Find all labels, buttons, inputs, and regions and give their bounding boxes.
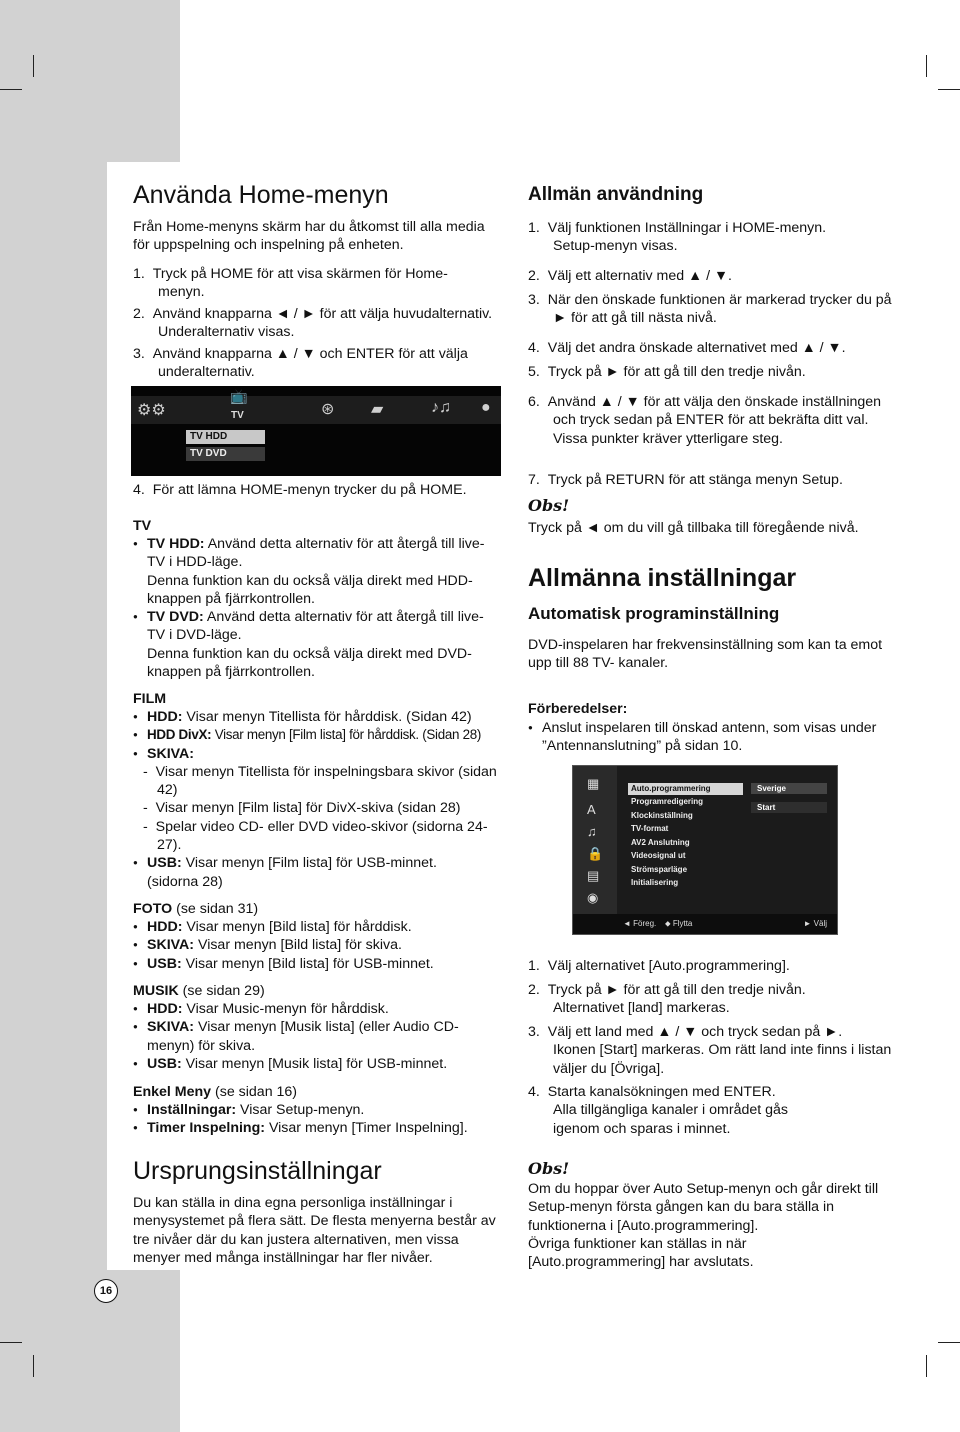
list-item: ● USB: Visar menyn [Film lista] för USB-minnet. bbox=[133, 854, 498, 872]
dash-item: - Visar menyn Titellista för inspelningsbara skivor (sidan 42) bbox=[143, 763, 497, 799]
crop-mark bbox=[0, 89, 22, 90]
crop-mark bbox=[926, 1355, 927, 1377]
disc-icon: ◉ bbox=[587, 890, 599, 905]
section-title: Ursprungsinställningar bbox=[133, 1157, 382, 1185]
menu-item: Programredigering bbox=[631, 797, 704, 806]
step: 2. Använd knapparna ◄ / ► för att välja huvudalternativ. Underalternativ visas. bbox=[133, 306, 493, 341]
menu-item: TV-format bbox=[631, 824, 669, 833]
home-menu-screenshot bbox=[131, 386, 501, 476]
photo-icon: ▰ bbox=[371, 401, 384, 418]
tv-heading: TV bbox=[133, 518, 152, 534]
antenna-icon: ▦ bbox=[587, 776, 600, 791]
list-item: ● USB: Visar menyn [Musik lista] för USB-minnet. bbox=[133, 1055, 493, 1073]
gray-margin bbox=[0, 0, 107, 1432]
crop-mark bbox=[938, 1342, 960, 1343]
setup-menu-screenshot bbox=[572, 765, 838, 935]
list-item: ● USB: Visar menyn [Bild lista] för USB-minnet. bbox=[133, 955, 493, 973]
enkel-list bbox=[133, 1101, 498, 1138]
step: 2. Välj ett alternativ med ▲ / ▼. bbox=[528, 268, 732, 284]
film-reel-icon: ⊛ bbox=[321, 401, 335, 418]
gray-margin-top bbox=[0, 0, 180, 162]
film-heading: FILM bbox=[133, 691, 167, 707]
menu-footer bbox=[573, 914, 837, 934]
page-number: 16 bbox=[94, 1279, 118, 1303]
list-item: ● Inställningar: Visar Setup-menyn. bbox=[133, 1101, 498, 1119]
step: 2. Tryck på ► för att gå till den tredje nivån. Alternativet [land] markeras. bbox=[528, 982, 806, 1017]
note-text: Om du hoppar över Auto Setup-menyn och går direkt till Setup-menyn första gången kan du bara ställa in funktionerna i [Auto.programmering]. bbox=[528, 1181, 879, 1234]
list-item: ● SKIVA: bbox=[133, 745, 498, 763]
step: 1. Välj funktionen Inställningar i HOME-menyn. Setup-menyn visas. bbox=[528, 220, 827, 255]
step: 3. Använd knapparna ▲ / ▼ och ENTER för att välja underalternativ. bbox=[133, 346, 468, 381]
list-item: ● HDD DivX: Visar menyn [Film lista] för hårddisk. (Sidan 28) bbox=[133, 726, 498, 744]
audio-icon: ♫ bbox=[587, 824, 597, 839]
foto-heading: FOTO (se sidan 31) bbox=[133, 901, 259, 917]
note-heading: Obs! bbox=[528, 496, 570, 515]
section-title: Allmänna inställningar bbox=[528, 564, 797, 592]
menu-item: Strömsparläge bbox=[631, 865, 688, 874]
menu-item: AV2 Anslutning bbox=[631, 838, 690, 847]
note-text: Denna funktion kan du också välja direkt med HDD-knappen på fjärrkontrollen. bbox=[147, 572, 473, 607]
list-item: ● SKIVA: Visar menyn [Bild lista] för skiva. bbox=[133, 936, 493, 954]
music-icon: ♪♫ bbox=[431, 399, 451, 416]
subsection-title: Automatisk programinställning bbox=[528, 604, 780, 623]
step: 1. Välj alternativet [Auto.programmering]. bbox=[528, 958, 790, 974]
step: 4. Välj det andra önskade alternativet med ▲ / ▼. bbox=[528, 340, 846, 356]
step: 3. När den önskade funktionen är markerad trycker du på ► för att gå till nästa nivå. bbox=[528, 292, 892, 327]
steps-list bbox=[133, 265, 493, 382]
foto-list bbox=[133, 918, 493, 973]
musik-heading: MUSIK (se sidan 29) bbox=[133, 983, 265, 999]
list-item: ● HDD: Visar menyn [Bild lista] för hårddisk. bbox=[133, 918, 493, 936]
language-icon: A bbox=[587, 802, 596, 817]
prep-heading: Förberedelser: bbox=[528, 701, 628, 717]
menu-item: Klockinställning bbox=[631, 811, 693, 820]
musik-list bbox=[133, 1000, 493, 1073]
footer-prev: ◄ Föreg. bbox=[623, 919, 657, 928]
list-item: ● HDD: Visar Music-menyn för hårddisk. bbox=[133, 1000, 493, 1018]
tv-list bbox=[133, 535, 493, 681]
step: 5. Tryck på ► för att gå till den tredje nivån. bbox=[528, 364, 806, 380]
menu-item: Initialisering bbox=[631, 878, 679, 887]
list-item: ● Anslut inspelaren till önskad antenn, som visas under ”Antennanslutning” på sidan 10. bbox=[528, 719, 900, 756]
menu-icon: ● bbox=[481, 399, 491, 416]
note-heading: Obs! bbox=[528, 1159, 570, 1178]
menu-item: Auto.programmering bbox=[628, 783, 743, 795]
footer-move: ⬥ Flytta bbox=[665, 919, 693, 928]
note-text: Denna funktion kan du också välja direkt med DVD-knappen på fjärrkontrollen. bbox=[147, 645, 472, 681]
menu-item-tv-hdd: TV HDD bbox=[186, 430, 265, 444]
step: 4. För att lämna HOME-menyn trycker du på HOME. bbox=[133, 482, 467, 498]
tv-tab-label: TV bbox=[231, 410, 244, 421]
list-item: ● Timer Inspelning: Visar menyn [Timer Inspelning]. bbox=[133, 1119, 498, 1137]
dash-item: - Spelar video CD- eller DVD video-skivor (sidorna 24-27). bbox=[143, 818, 488, 854]
list-item: ● HDD: Visar menyn Titellista för hårddisk. (Sidan 42) bbox=[133, 708, 498, 726]
tv-icon: 📺 bbox=[230, 388, 248, 404]
intro-text: Från Home-menyns skärm har du åtkomst till alla media för uppspelning och inspelning på enheten. bbox=[133, 219, 485, 254]
country-option: Sverige bbox=[751, 783, 827, 794]
crop-mark bbox=[33, 55, 34, 77]
film-list bbox=[133, 708, 498, 891]
lock-icon: 🔒 bbox=[587, 846, 604, 861]
step: 3. Välj ett land med ▲ / ▼ och tryck sedan på ►. Ikonen [Start] markeras. Om rätt land inte finns i listan väljer du [Övriga]. bbox=[528, 1024, 892, 1077]
section-title: Använda Home-menyn bbox=[133, 181, 389, 209]
list-item: ● TV HDD: Använd detta alternativ för att återgå till live-TV i HDD-läge. bbox=[133, 535, 493, 572]
start-option: Start bbox=[751, 802, 827, 813]
list-item: ● TV DVD: Använd detta alternativ för att återgå till live-TV i DVD-läge. bbox=[133, 608, 493, 645]
dash-item: - Visar menyn [Film lista] för DivX-skiva (sidan 28) bbox=[143, 800, 461, 817]
note-text: (sidorna 28) bbox=[147, 873, 223, 890]
menu-item-tv-dvd: TV DVD bbox=[186, 447, 265, 461]
enkel-heading: Enkel Meny (se sidan 16) bbox=[133, 1084, 298, 1100]
step: 1. Tryck på HOME för att visa skärmen för Home-menyn. bbox=[133, 266, 448, 301]
step: 7. Tryck på RETURN för att stänga menyn Setup. bbox=[528, 472, 843, 488]
footer-select: ► Välj bbox=[803, 919, 827, 928]
menu-item: Videosignal ut bbox=[631, 851, 686, 860]
crop-mark bbox=[926, 55, 927, 77]
auto-steps bbox=[528, 957, 900, 1138]
section-title: Allmän användning bbox=[528, 184, 704, 205]
crop-mark bbox=[33, 1355, 34, 1377]
body-text: DVD-inspelaren har frekvensinställning som kan ta emot upp till 88 TV- kanaler. bbox=[528, 637, 883, 672]
step: 4. Starta kanalsökningen med ENTER. Alla tillgängliga kanaler i området gås igenom och sparas i minnet. bbox=[528, 1084, 789, 1137]
list-item: ● SKIVA: Visar menyn [Musik lista] (eller Audio CD-menyn) för skiva. bbox=[133, 1018, 493, 1055]
step: 6. Använd ▲ / ▼ för att välja den önskade inställningen och tryck sedan på ENTER för att bekräfta ditt val. Vissa punkter kräver ytterligare steg. bbox=[528, 394, 882, 447]
record-icon: ▤ bbox=[587, 868, 600, 883]
note-text: Tryck på ◄ om du vill gå tillbaka till föregående nivå. bbox=[528, 520, 859, 536]
gray-margin-bottom bbox=[0, 1270, 180, 1432]
allman-steps bbox=[528, 219, 900, 489]
note-text: Övriga funktioner kan ställas in när [Auto.programmering] har avslutats. bbox=[528, 1236, 754, 1271]
crop-mark bbox=[0, 1342, 22, 1343]
settings-gear-icon: ⚙⚙ bbox=[137, 402, 166, 419]
crop-mark bbox=[938, 89, 960, 90]
body-text: Du kan ställa in dina egna personliga inställningar i menysystemet på flera sätt. De flesta menyerna består av tre nivåer där du kan justera alternativen, men vissa menyer med många inställningar har fler nivåer. bbox=[133, 1195, 496, 1266]
